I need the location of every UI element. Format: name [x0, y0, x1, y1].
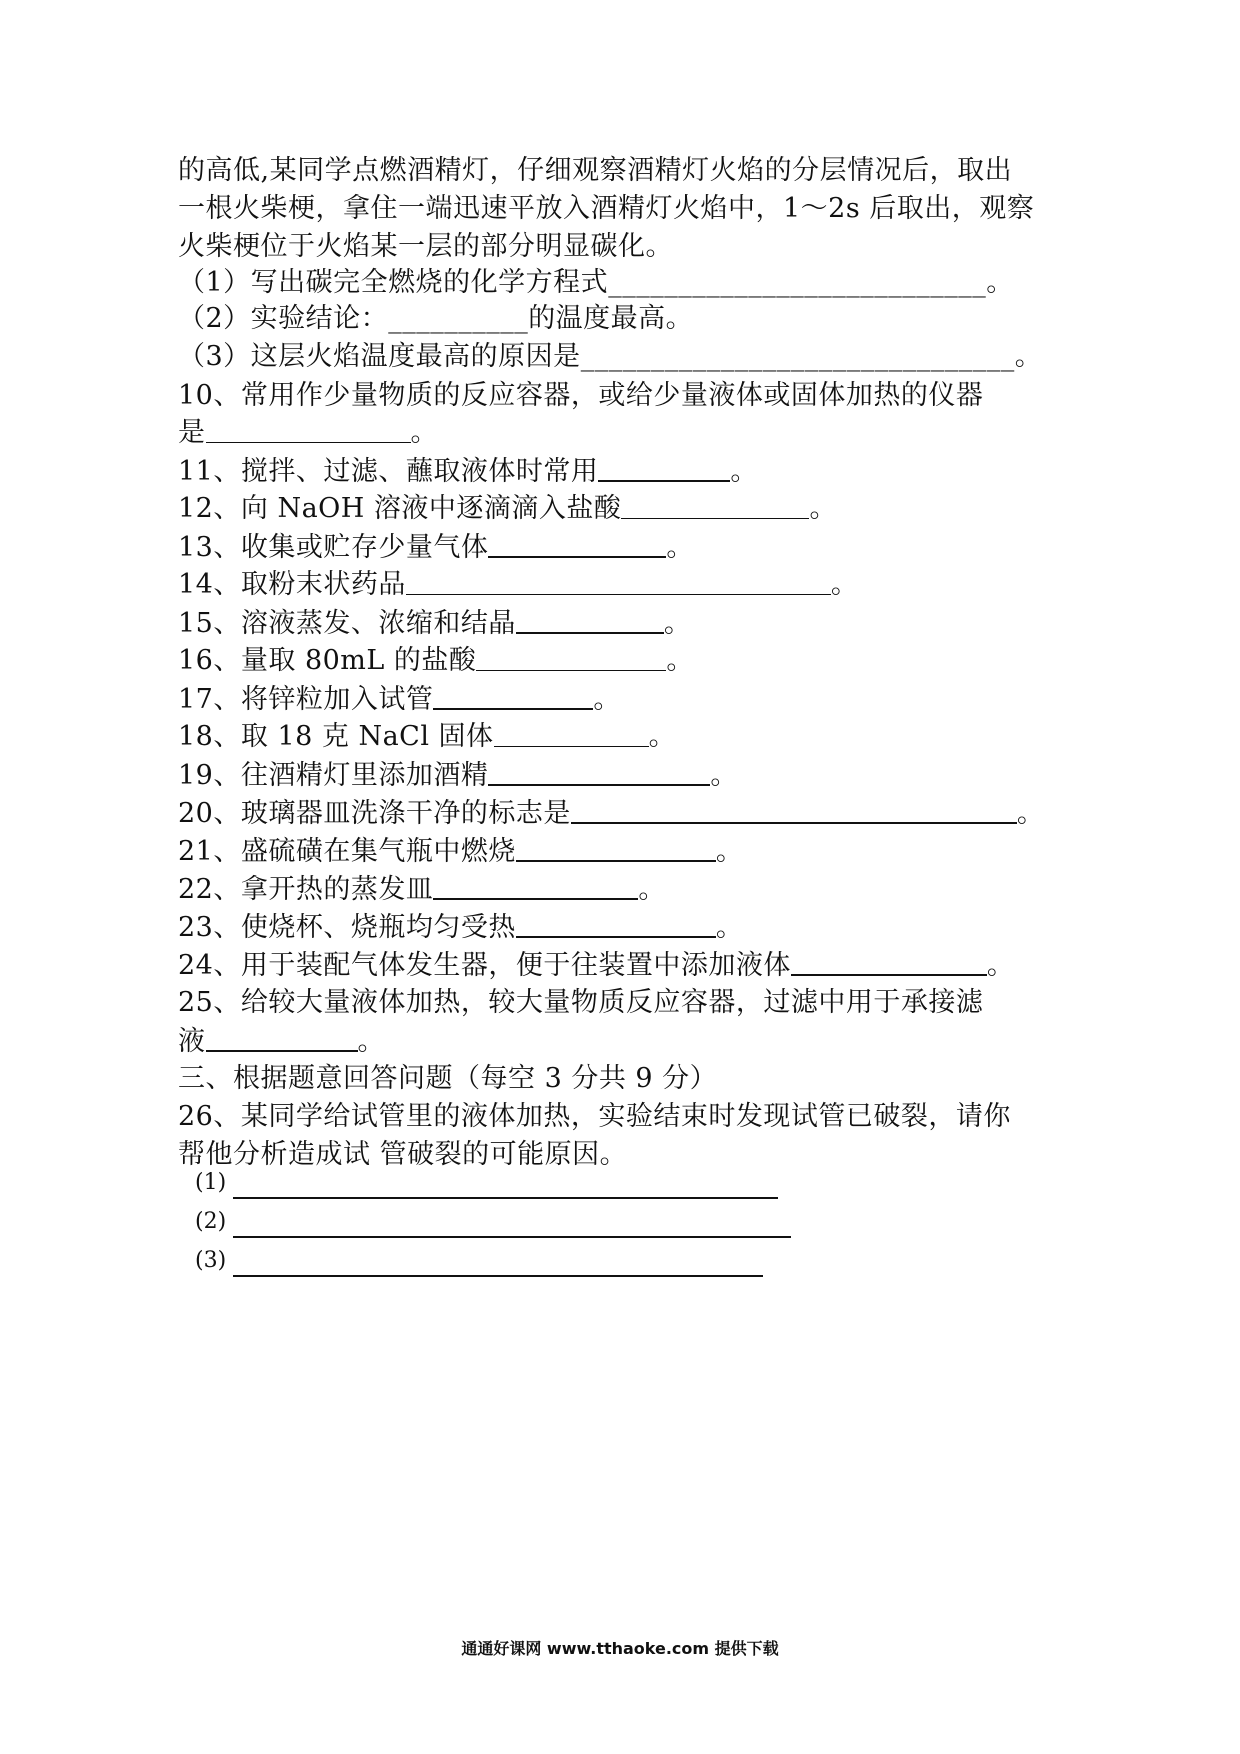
q12	[178, 490, 837, 528]
q15-answer-blank[interactable]	[516, 604, 664, 634]
q16-text: 16、量取 80mL 的盐酸	[178, 645, 477, 676]
q22-answer-blank[interactable]	[433, 870, 638, 900]
section-3-heading: 三、根据题意回答问题（每空 3 分共 9 分）	[178, 1063, 718, 1094]
q17	[178, 680, 621, 719]
q25-answer-blank[interactable]	[206, 1022, 358, 1052]
q19	[178, 756, 738, 795]
q26-answer-1-line[interactable]	[233, 1197, 778, 1199]
q19-text: 19、往酒精灯里添加酒精	[178, 760, 489, 791]
q21-text: 21、盛硫磺在集气瓶中燃烧	[178, 836, 516, 867]
q20-text: 20、玻璃器皿洗涤干净的标志是	[178, 798, 571, 829]
q18	[178, 718, 676, 756]
footer-source: 通通好课网 www.tthaoke.com 提供下载	[461, 1639, 779, 1658]
q26-answer-1-label: (1)	[195, 1170, 227, 1195]
q9-sub2-after: 的温度最高。	[528, 303, 694, 334]
q14-answer-blank[interactable]	[406, 566, 831, 595]
q9-sub3	[178, 338, 1042, 376]
q22	[178, 870, 666, 909]
q25-line-1: 25、给较大量液体加热，较大量物质反应容器，过滤中用于承接滤	[178, 987, 984, 1018]
intro-line-1: 的高低,某同学点燃酒精灯，仔细观察酒精灯火焰的分层情况后，取出	[178, 155, 1013, 186]
q26-answer-3-line[interactable]	[233, 1275, 763, 1277]
q24-end: 。	[986, 950, 1015, 981]
q21	[178, 832, 743, 871]
q21-answer-blank[interactable]	[516, 832, 716, 862]
q11-answer-blank[interactable]	[598, 452, 730, 482]
q9-sub2-blank[interactable]: __________	[388, 303, 529, 334]
q9-sub1	[178, 264, 1014, 302]
q22-end: 。	[638, 874, 666, 905]
q15-end: 。	[663, 608, 692, 639]
q22-text: 22、拿开热的蒸发皿	[178, 874, 434, 905]
q13	[178, 528, 694, 567]
q10-line-2-text: 是	[178, 417, 206, 448]
intro-line-3: 火柴梗位于火焰某一层的部分明显碳化。	[178, 231, 673, 262]
q14-end: 。	[830, 569, 859, 600]
q17-text: 17、将锌粒加入试管	[178, 684, 434, 715]
q25-line-2-text: 液	[178, 1026, 206, 1057]
q16-end: 。	[666, 645, 694, 676]
q15	[178, 604, 691, 643]
q20-answer-blank[interactable]	[571, 794, 1017, 824]
q9-sub3-text: （3）这层火焰温度最高的原因是	[178, 341, 581, 372]
intro-line-2: 一根火柴梗，拿住一端迅速平放入酒精灯火焰中，1～2s 后取出，观察	[178, 193, 1035, 224]
q25-end: 。	[357, 1026, 385, 1057]
q16-answer-blank[interactable]	[476, 642, 666, 671]
q23-end: 。	[715, 912, 744, 943]
q23-answer-blank[interactable]	[516, 908, 716, 938]
q25-line-2	[178, 1022, 385, 1061]
q20	[178, 794, 1044, 833]
q26-answer-3-label: (3)	[195, 1248, 227, 1273]
q18-answer-blank[interactable]	[494, 718, 649, 747]
q17-end: 。	[593, 684, 621, 715]
q13-answer-blank[interactable]	[488, 528, 666, 558]
q26-answer-2-line[interactable]	[233, 1236, 791, 1238]
q12-answer-blank[interactable]	[621, 490, 809, 519]
q13-text: 13、收集或贮存少量气体	[178, 532, 489, 563]
q21-end: 。	[715, 836, 744, 867]
q9-sub1-text: （1）写出碳完全燃烧的化学方程式	[178, 267, 609, 298]
q16	[178, 642, 694, 680]
q9-sub2	[178, 300, 693, 338]
q9-sub2-text: （2）实验结论：	[178, 303, 389, 334]
q11-text: 11、搅拌、过滤、蘸取液体时常用	[178, 456, 599, 487]
q26-line-1: 26、某同学给试管里的液体加热，实验结束时发现试管已破裂，请你	[178, 1101, 1011, 1132]
q11-end: 。	[730, 456, 758, 487]
q10-line-1: 10、常用作少量物质的反应容器，或给少量液体或固体加热的仪器	[178, 380, 984, 411]
q9-sub1-end: 。	[986, 267, 1014, 298]
q14	[178, 566, 858, 604]
q11	[178, 452, 758, 491]
q9-sub3-end: 。	[1014, 341, 1043, 372]
q18-end: 。	[648, 721, 677, 752]
q23-text: 23、使烧杯、烧瓶均匀受热	[178, 912, 516, 943]
q10-line-2	[178, 414, 438, 452]
q12-end: 。	[809, 493, 837, 524]
q10-answer-blank[interactable]	[206, 414, 411, 443]
q24-text: 24、用于装配气体发生器，便于往装置中添加液体	[178, 950, 791, 981]
q9-sub1-blank[interactable]: ___________________________	[608, 267, 987, 298]
q20-end: 。	[1016, 798, 1045, 829]
q19-end: 。	[710, 760, 738, 791]
q13-end: 。	[666, 532, 694, 563]
q12-text: 12、向 NaOH 溶液中逐滴滴入盐酸	[178, 493, 622, 524]
q19-answer-blank[interactable]	[488, 756, 710, 786]
q26-line-2: 帮他分析造成试 管破裂的可能原因。	[178, 1139, 628, 1170]
q24-answer-blank[interactable]	[791, 946, 987, 976]
q14-text: 14、取粉末状药品	[178, 569, 406, 600]
q23	[178, 908, 743, 947]
q26-answer-2-label: (2)	[195, 1209, 227, 1234]
q9-sub3-blank[interactable]: _______________________________	[580, 341, 1015, 372]
q15-text: 15、溶液蒸发、浓缩和结晶	[178, 608, 516, 639]
q10-end: 。	[410, 417, 438, 448]
q24	[178, 946, 1014, 985]
q18-text: 18、取 18 克 NaCl 固体	[178, 721, 494, 752]
q17-answer-blank[interactable]	[433, 680, 593, 710]
